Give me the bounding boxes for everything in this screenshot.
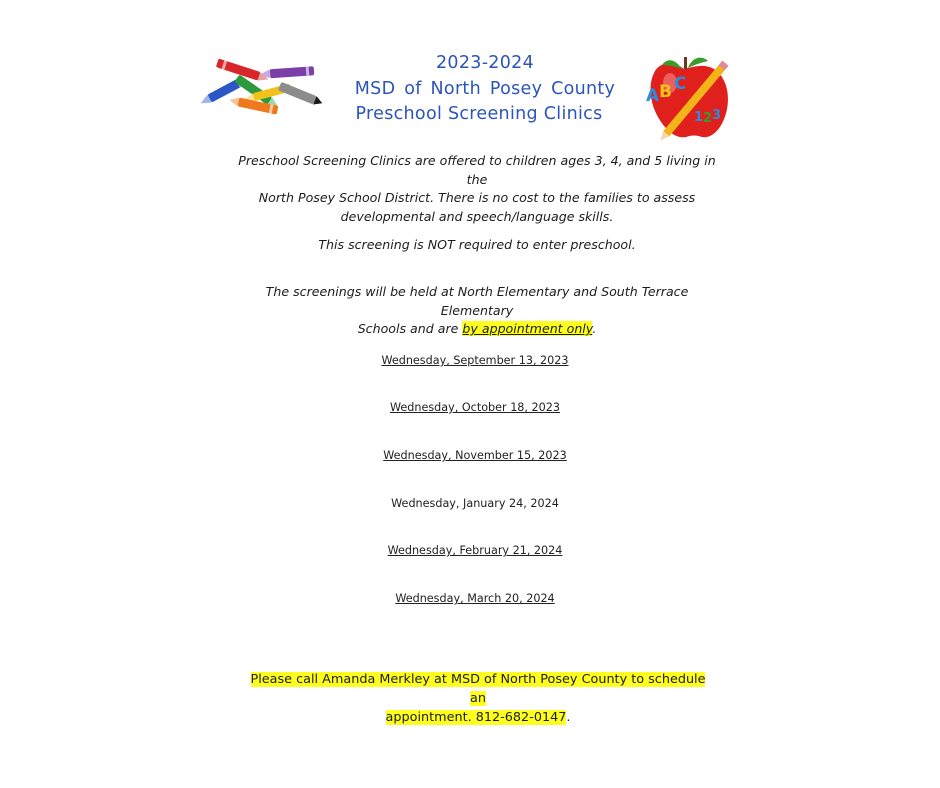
intro-line: North Posey School District. There is no cost to the families to assess (258, 190, 696, 205)
location-prefix: Schools and are (357, 321, 463, 336)
intro-line: developmental and speech/language skills. (340, 208, 614, 224)
org-heading: MSD of North Posey County (354, 79, 616, 99)
screening-date: Wednesday, February 21, 2024 (387, 544, 563, 557)
page-title: Preschool Screening Clinics (355, 104, 603, 124)
svg-text:1: 1 (694, 110, 704, 125)
intro-paragraph (230, 152, 724, 226)
svg-text:C: C (674, 74, 687, 94)
screening-date: Wednesday, January 24, 2024 (391, 497, 559, 510)
contact-suffix: . (566, 710, 571, 725)
phone-highlight: appointment. 812-682-0147 (385, 710, 567, 725)
contact-paragraph (248, 670, 708, 727)
location-suffix: . (592, 321, 597, 336)
year-heading: 2023-2024 (435, 53, 535, 73)
svg-text:B: B (659, 82, 672, 102)
screening-date: Wednesday, September 13, 2023 (381, 354, 569, 367)
svg-text:A: A (646, 86, 660, 106)
svg-text:3: 3 (712, 108, 722, 123)
location-line (230, 320, 724, 339)
contact-highlight: Please call Amanda Merkley at MSD of North Posey County to schedule an (250, 672, 706, 706)
location-line: The screenings will be held at North Elementary and South Terrace Elementary (265, 284, 689, 318)
appointment-highlight: by appointment only (462, 321, 593, 336)
screening-date: Wednesday, November 15, 2023 (383, 449, 567, 462)
contact-line (248, 708, 708, 727)
screening-date: Wednesday, October 18, 2023 (389, 401, 561, 414)
screening-date: Wednesday, March 20, 2024 (395, 592, 555, 605)
intro-line: Preschool Screening Clinics are offered to children ages 3, 4, and 5 living in the (238, 153, 716, 187)
contact-line (248, 670, 708, 708)
location-paragraph (230, 283, 724, 339)
notice-text: This screening is NOT required to enter preschool. (318, 237, 636, 252)
svg-text:2: 2 (703, 111, 713, 126)
